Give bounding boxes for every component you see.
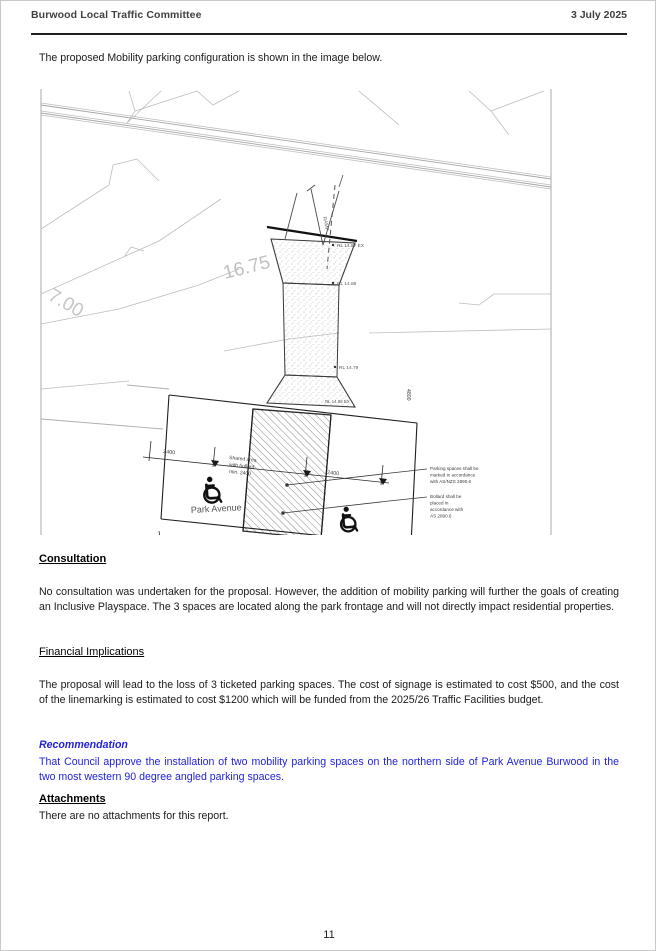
dim-depth-label: 4800 xyxy=(405,389,411,401)
svg-text:with bollard: with bollard xyxy=(228,462,255,471)
page-footer xyxy=(1,929,656,941)
callout-text-group xyxy=(430,466,479,519)
contour-values xyxy=(45,252,273,322)
level-3-label: RL 14.79 xyxy=(339,366,359,371)
kerb-face xyxy=(267,227,357,241)
level-4-label: RL 14.89 EX xyxy=(325,399,350,404)
callout-1-line-3: with AS/NZS 2890.6 xyxy=(430,479,472,484)
street-name-label: Park Avenue xyxy=(190,502,242,515)
section-financial-implications xyxy=(39,642,619,707)
kerb-lines xyxy=(41,105,551,187)
section-recommendation xyxy=(39,735,619,784)
callout-1-line-1: Parking spaces shall be xyxy=(430,466,479,471)
recommendation-heading: Recommendation xyxy=(39,739,128,751)
header-committee-title: Burwood Local Traffic Committee xyxy=(31,9,202,21)
ramp-label: RAMP xyxy=(321,216,330,232)
section-attachments xyxy=(39,789,619,824)
site-plan-svg xyxy=(39,89,553,535)
level-1-label: RL 14.87 EX xyxy=(337,244,365,249)
attachments-body: There are no attachments for this report. xyxy=(39,810,229,822)
building-footprint xyxy=(41,385,169,429)
callout-1-line-2: marked in accordance xyxy=(430,472,476,478)
consultation-heading: Consultation xyxy=(39,553,107,565)
callout-2-line-2: placed in xyxy=(430,500,449,506)
dim-left-label: 2400 xyxy=(162,449,176,457)
contour-centre-label: 16.75 xyxy=(221,251,273,284)
wheelchair-accessible-icon xyxy=(203,476,221,503)
intro-block xyxy=(39,51,619,66)
attachments-heading: Attachments xyxy=(39,793,106,805)
level-2-label: RL 14.89 xyxy=(337,282,357,287)
dim-right-label: 2400 xyxy=(326,470,340,478)
wheelchair-accessible-icon xyxy=(340,506,357,532)
recommendation-body: That Council approve the installation of two mobility parking spaces on the northern side of Park Avenue Burwood in the two most western 90 degree angled parking spaces. xyxy=(39,756,619,783)
callout-2-line-4: AS 2890.6 xyxy=(430,513,452,519)
parking-configuration-drawing xyxy=(39,89,553,535)
callout-2-line-3: accordance with xyxy=(430,507,464,512)
financial-heading: Financial Implications xyxy=(39,646,145,658)
consultation-body: No consultation was undertaken for the proposal. However, the addition of mobility parking will further the goals of creating an Inclusive Playspace. The 3 spaces are located along the park frontage and will not directly impact residential properties. xyxy=(39,586,619,613)
header-meeting-date: 3 July 2025 xyxy=(570,9,627,21)
financial-body: The proposal will lead to the loss of 3 ticketed parking spaces. The cost of signage is estimated to cost $500, and the cost of the linemarking is estimated to cost $1200 which will be funded from the 2025/26 Traffic Facilities budget. xyxy=(39,679,619,706)
page-number: 11 xyxy=(323,929,335,941)
intro-paragraph: The proposed Mobility parking configuration is shown in the image below. xyxy=(39,52,383,64)
section-consultation xyxy=(39,549,619,614)
page-header xyxy=(31,9,627,35)
ramp-apron-upper xyxy=(267,239,355,407)
svg-text:min. 2400: min. 2400 xyxy=(228,469,252,478)
contour-left-label: 7.00 xyxy=(44,285,88,322)
callout-2-line-1: Bollard shall be xyxy=(430,494,462,499)
svg-text:Shared area: Shared area xyxy=(228,455,257,464)
